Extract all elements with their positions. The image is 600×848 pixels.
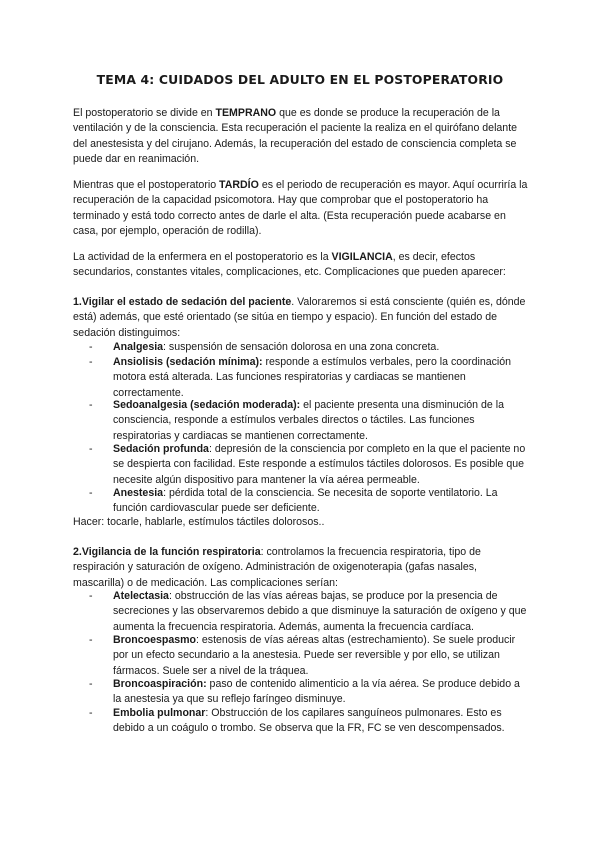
intro-paragraph-temprano (73, 106, 531, 168)
list-item-term: Broncoaspiración: (113, 678, 207, 690)
section-2-intro (73, 545, 531, 591)
list-item-term: Analgesia (113, 341, 164, 353)
list-item-desc: paso de contenido alimenticio a la vía aérea. Se produce debido a la anestesia ya que su reflejo faríngeo disminuye. (113, 678, 520, 706)
list-item (89, 340, 531, 355)
page-title: TEMA 4: CUIDADOS DEL ADULTO EN EL POSTOPERATORIO (96, 72, 504, 87)
list-item-desc: : depresión de la consciencia por completo en la que el paciente no se despierta con facilidad. Este responde a estímulos táctiles dolorosos. Es posible que necesite algún dispositivo para mantener la vía aérea permeable. (113, 443, 526, 486)
text-run: El postoperatorio se divide en (73, 107, 216, 119)
text-run: La actividad de la enfermera en el postoperatorio es la (73, 251, 332, 263)
list-item (89, 486, 531, 517)
bold-term: TEMPRANO (215, 107, 277, 119)
text-run: : controlamos la frecuencia respiratoria, tipo de respiración y saturación de oxígeno. Administración de oxigenoterapia (gafas nasales, mascarilla) o de medicación. Las complicaciones serían: (73, 546, 481, 589)
bold-term: VIGILANCIA (331, 251, 393, 263)
text-run: Mientras que el postoperatorio (73, 179, 220, 191)
text-run: . Valoraremos si está consciente (quién es, dónde está) además, que esté orientado (se sitúa en tiempo y espacio). En función del estado de sedación distinguimos: (73, 296, 526, 339)
list-item-term: Sedoanalgesia (sedación moderada): (113, 399, 301, 411)
dash-bullet: - (89, 590, 93, 602)
list-item-term: Broncoespasmo (113, 634, 197, 646)
list-item-term: Atelectasia (113, 590, 169, 602)
list-item-desc: responde a estímulos verbales, pero la coordinación motora está alterada. Las funciones respiratorias y cardiacas se mantienen correctamente. (113, 356, 512, 399)
list-item-desc: : pérdida total de la consciencia. Se necesita de soporte ventilatorio. La función cardiovascular puede ser deficiente. (113, 487, 498, 515)
list-item (89, 677, 531, 708)
intro-paragraph-tardio (73, 178, 531, 240)
intro-paragraph-vigilancia (73, 250, 531, 281)
list-item-term: Sedación profunda (113, 443, 209, 455)
dash-bullet: - (89, 634, 93, 646)
dash-bullet: - (89, 399, 93, 411)
list-item (89, 706, 531, 737)
dash-bullet: - (89, 487, 93, 499)
bold-term: TARDÍO (219, 179, 259, 191)
list-item-desc: el paciente presenta una disminución de la consciencia, responde a estímulos verbales directos o táctiles. Las funciones respiratorias y cardiacas se mantienen correctamente. (113, 399, 504, 442)
text-run: es el periodo de recuperación es mayor. Aquí ocurriría la recuperación de la capacidad psicomotora. Hay que comprobar que el postoperatorio ha terminado y está todo correcto antes de darle el alta. (Esta recuperación puede acabarse en casa, por ejemplo, operación de rodilla). (73, 179, 528, 238)
section-1-intro (73, 295, 531, 341)
list-item (89, 633, 531, 679)
text-run: , es decir, efectos secundarios, constantes vitales, complicaciones, etc. Complicaciones que pueden aparecer: (73, 251, 506, 279)
list-item (89, 355, 531, 401)
list-item-term: Ansiolisis (sedación mínima): (113, 356, 263, 368)
section-2-heading: 2.Vigilancia de la función respiratoria (73, 546, 261, 558)
list-item-term: Embolia pulmonar (113, 707, 206, 719)
section-1-heading: 1.Vigilar el estado de sedación del paciente (73, 296, 292, 308)
list-item-desc: : estenosis de vías aéreas altas (estrechamiento). Se suele producir por un efecto secundario a la anestesia. Puede ser reversible y por ello, se utilizan fármacos. Suele ser a nivel de la tráquea. (113, 634, 516, 677)
dash-bullet: - (89, 707, 93, 719)
list-item (89, 589, 531, 635)
list-item-desc: : obstrucción de las vías aéreas bajas, se produce por la presencia de secreciones y las observaremos debido a que disminuye la saturación de oxígeno y que aumenta la frecuencia respiratoria. Además, aumenta la frecuencia cardíaca. (113, 590, 527, 633)
dash-bullet: - (89, 341, 93, 353)
list-item (89, 442, 531, 488)
dash-bullet: - (89, 678, 93, 690)
list-item (89, 398, 531, 444)
dash-bullet: - (89, 443, 93, 455)
text-run: que es donde se produce la recuperación de la ventilación y de la consciencia. Esta recuperación el paciente la realiza en el quirófano delante del anestesista y del cirujano. Además, la recuperación del estado de consciencia completa se puede dar en reanimación. (73, 107, 518, 166)
list-item-desc: : suspensión de sensación dolorosa en una zona concreta. (163, 341, 440, 353)
hacer-note: Hacer: tocarle, hablarle, estímulos táctiles dolorosos.. (73, 516, 325, 528)
list-item-desc: : Obstrucción de los capilares sanguíneos pulmonares. Esto es debido a un coágulo o trombo. Se observa que la FR, FC se ven descompensados. (113, 707, 505, 735)
dash-bullet: - (89, 356, 93, 368)
list-item-term: Anestesia (113, 487, 164, 499)
